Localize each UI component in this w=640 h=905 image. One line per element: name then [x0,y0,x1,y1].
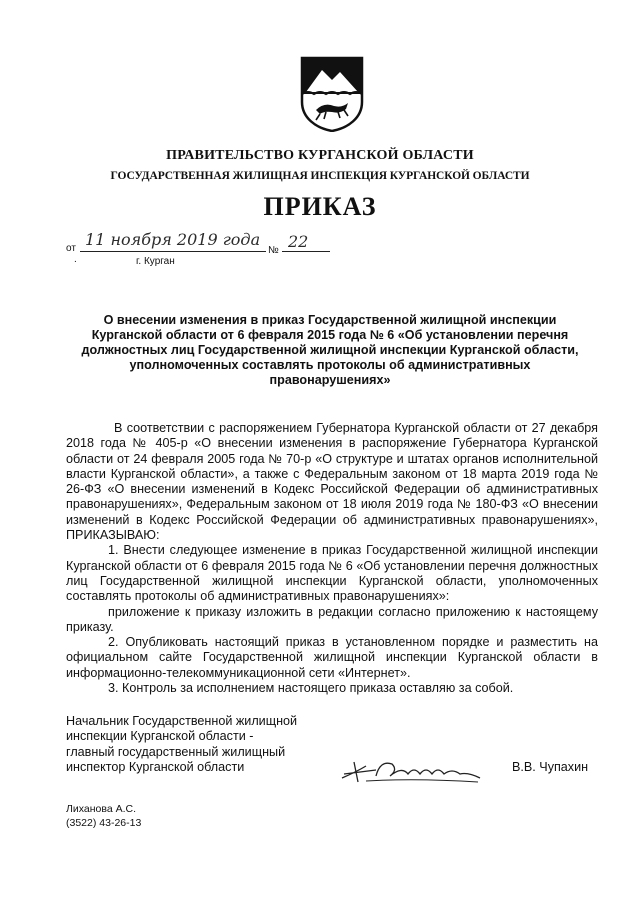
coat-of-arms-icon [300,56,364,132]
document-type: ПРИКАЗ [263,192,377,221]
subject-line: уполномоченных составлять протоколы об административных [129,358,531,372]
item-2-paragraph: 2. Опубликовать настоящий приказ в установленном порядке и разместить на официальном сайте Государственной жилищной инспекции Курганской области в информационно-телекоммуникационной сети «Интернет». [66,635,598,680]
item-1-paragraph: 1. Внести следующее изменение в приказ Государственной жилищной инспекции Курганской области от 6 февраля 2015 года № 6 «Об установлении перечня должностных лиц Государственной жилищной инспекции Курганской области, уполномоченных составлять протоколы об административных правонарушениях»: [66,543,598,604]
number-underline [282,251,330,252]
subject-line: О внесении изменения в приказ Государственной жилищной инспекции [103,313,557,327]
inspection-title: ГОСУДАРСТВЕННАЯ ЖИЛИЩНАЯ ИНСПЕКЦИЯ КУРГАНСКОЙ ОБЛАСТИ [110,170,530,182]
number-prefix: № [268,245,279,256]
executor-phone: (3522) 43-26-13 [66,817,142,829]
signatory-title-line: инспектор Курганской области [66,759,245,774]
date-prefix: от [66,243,76,254]
order-subject [70,313,590,388]
subject-line: должностных лиц Государственной жилищной инспекции Курганской области, [81,343,579,357]
signatory-name: В.В. Чупахин [512,760,589,774]
city: г. Курган [136,256,175,267]
signatory-title [66,714,297,775]
executor-info [66,802,141,830]
handwritten-date: 11 ноября 2019 года [85,230,261,249]
dot-mark: . [74,254,77,265]
signatory-title-line: главный государственный жилищный [66,744,286,759]
signatory-title-line: инспекции Курганской области - [66,729,254,744]
handwritten-number: 22 [288,232,309,251]
signatory-title-line: Начальник Государственной жилищной [66,714,298,728]
handwritten-signature [336,748,486,788]
preamble-paragraph: В соответствии с распоряжением Губернатора Курганской области от 27 декабря 2018 года № 405-р «О внесении изменения в распоряжение Губернатора Курганской области от 24 февраля 2005 года № 70-р «О структуре и штатах органов исполнительной власти Курганской области», а также с Федеральным законом от 18 марта 2019 года № 26-ФЗ «О внесении изменений в Кодекс Российской Федерации об административных правонарушениях», Федеральным законом от 18 июля 2019 года № 180-ФЗ «О внесении изменений в Кодекс Российской Федерации об административных правонарушениях», ПРИКАЗЫВАЮ: [66,421,598,543]
subject-line: правонарушениях» [269,373,391,387]
government-title: ПРАВИТЕЛЬСТВО КУРГАНСКОЙ ОБЛАСТИ [166,148,474,163]
executor-name: Лиханова А.С. [66,803,137,815]
item-3-paragraph: 3. Контроль за исполнением настоящего приказа оставляю за собой. [108,681,514,696]
date-underline [80,251,266,252]
order-body [66,421,598,696]
subject-line: Курганской области от 6 февраля 2015 года № 6 «Об установлении перечня [91,328,569,342]
item-1-subparagraph: приложение к приказу изложить в редакции согласно приложению к настоящему приказу. [66,604,598,634]
